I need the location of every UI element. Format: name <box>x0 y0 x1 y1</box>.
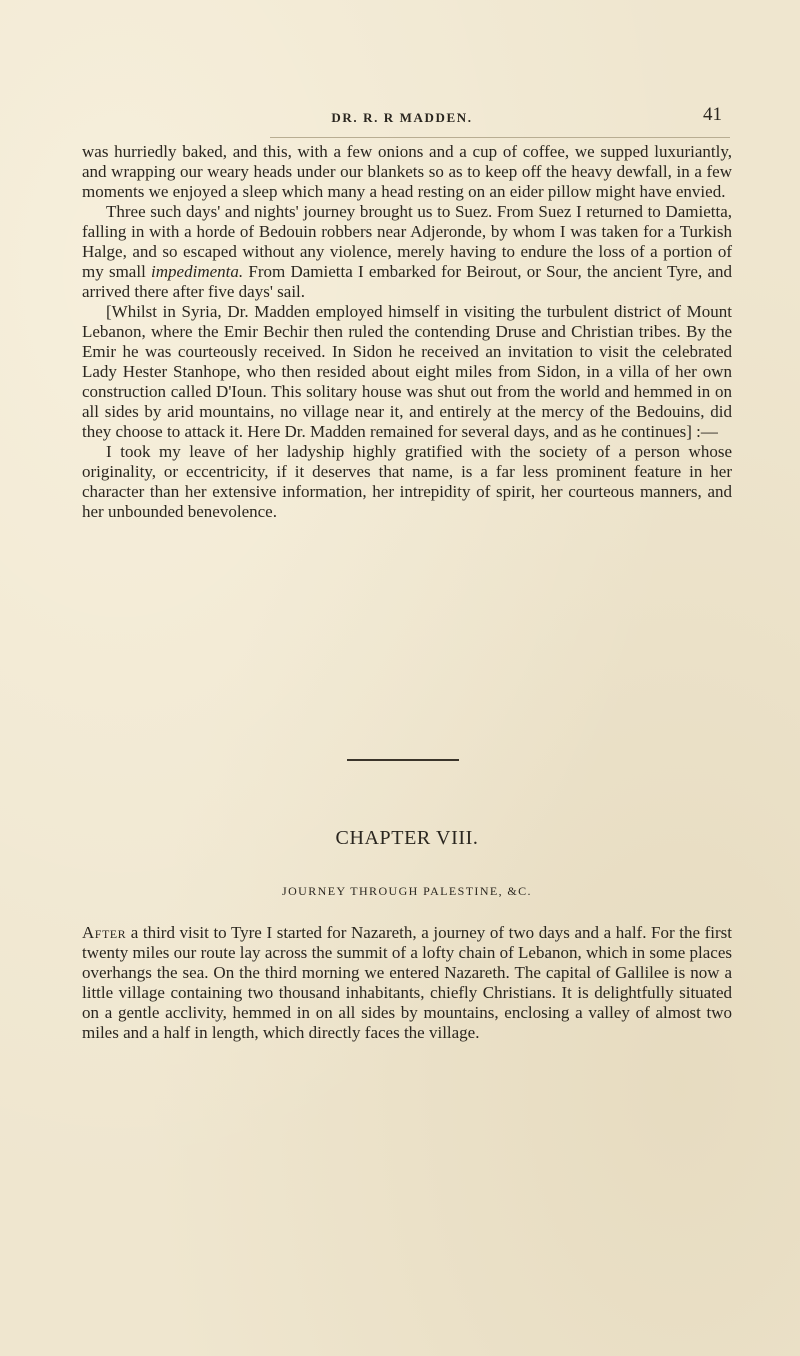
paragraph-2-text-a: Three such days' and nights' journey brought us to Suez. From Suez I returned to Damietta, falling in with a horde of Bedouin robbers near Adjeronde, by whom I was taken for a Turkish Halge, and so escaped without any violence, merely having to endure the loss of a portion of my small <box>82 202 732 281</box>
paragraph-4: I took my leave of her ladyship highly gratified with the society of a person whose originality, or eccentricity, if it deserves that name, is a far less prominent feature in her character than her extensive information, her intrepidity of spirit, her courteous manners, and her unbounded benevolence. <box>82 442 732 521</box>
section-divider <box>347 759 459 761</box>
chapter-opening-text: a third visit to Tyre I started for Nazareth, a journey of two days and a half. For the first twenty miles our route lay across the summit of a lofty chain of Lebanon, which in some places overhangs the sea. On the third morning we entered Nazareth. The capital of Gallilee is now a little village containing two thousand inhabitants, chiefly Christians. It is delightfully situated on a gentle acclivity, hemmed in on all sides by mountains, enclosing a valley of almost two miles and a half in length, which directly faces the village. <box>82 923 732 1042</box>
paragraph-3: [Whilst in Syria, Dr. Madden employed himself in visiting the turbulent district of Mount Lebanon, where the Emir Bechir then ruled the contending Druse and Christian tribes. By the Emir he was courteously received. In Sidon he received an invitation to visit the celebrated Lady Hester Stanhope, who then resided about eight miles from Sidon, in a villa of her own construction called D'Ioun. This solitary house was shut out from the world and hemmed in on all sides by arid mountains, no village near it, and entirely at the mercy of the Bedouins, did they choose to attack it. Here Dr. Madden remained for several days, and as he continues] :— <box>82 302 732 441</box>
chapter-title: CHAPTER VIII. <box>335 827 479 849</box>
page-number: 41 <box>703 104 722 125</box>
paragraph-1: was hurriedly baked, and this, with a few onions and a cup of coffee, we supped luxuriantly, and wrapping our weary heads under our blankets so as to keep off the heavy dewfall, in a few moments we enjoyed a sleep which many a head resting on an eider pillow might have envied. <box>82 142 732 201</box>
running-title: DR. R. R MADDEN. <box>331 110 473 125</box>
chapter-opening-word: After <box>82 923 127 942</box>
paragraph-2-italic: impedimenta. <box>151 262 244 281</box>
running-head <box>82 104 722 130</box>
chapter-subtitle: JOURNEY THROUGH PALESTINE, &C. <box>282 884 532 898</box>
body-text <box>82 142 732 522</box>
chapter-body-text <box>82 923 732 1043</box>
paragraph-2 <box>82 202 732 302</box>
paragraph-2-text-b: From Damietta I embarked for Beirout, or Sour, the ancient Tyre, and arrived there after five days' sail. <box>82 262 732 301</box>
chapter-paragraph-1 <box>82 923 732 1043</box>
header-rule <box>270 137 730 138</box>
